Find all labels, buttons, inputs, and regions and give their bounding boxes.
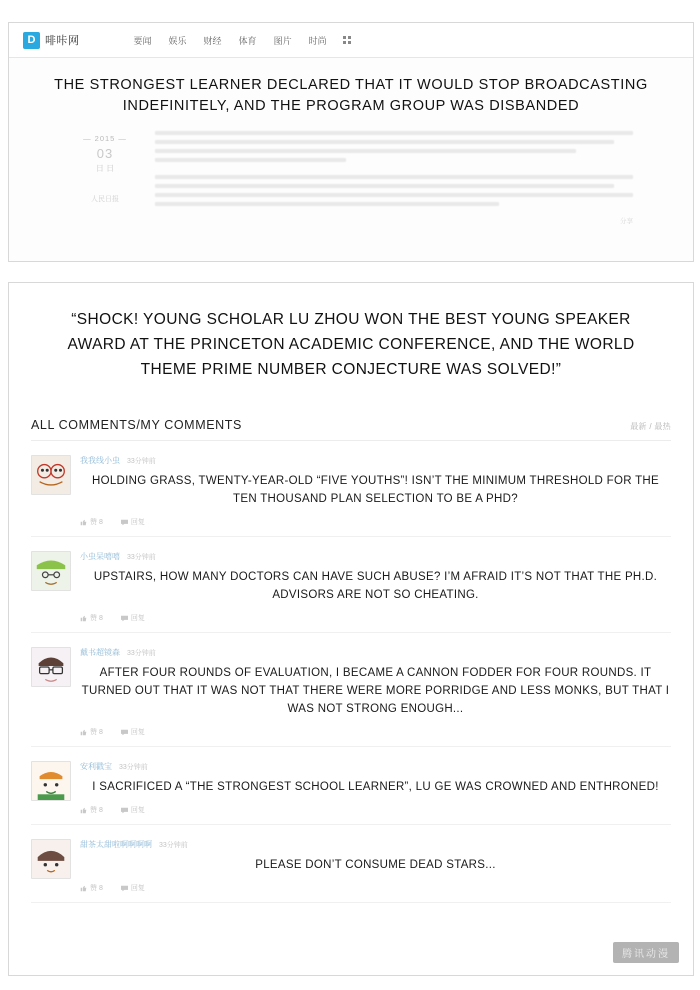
comment-bubble-icon (121, 885, 128, 892)
comment-bubble-icon (121, 519, 128, 526)
comment-text: UPSTAIRS, HOW MANY DOCTORS CAN HAVE SUCH ABUSE? I’M AFRAID IT’S NOT THAT THE PH.D. ADVISORS ARE NOT SO CHEATING. (93, 571, 658, 601)
site-header (9, 23, 693, 58)
nav-item-0[interactable]: 要闻 (133, 35, 152, 46)
comment-time: 33分钟前 (127, 553, 156, 561)
avatar[interactable] (31, 839, 71, 879)
comments-header (31, 418, 671, 441)
article-text-line (155, 184, 614, 188)
article-body (155, 131, 633, 225)
comment-item (31, 761, 671, 825)
comment-item (31, 551, 671, 633)
comment-body (80, 839, 671, 893)
comment-meta (80, 761, 671, 772)
comment-item (31, 839, 671, 903)
comment-username[interactable]: 安利戳宝 (80, 762, 112, 771)
comment-text: I SACRIFICED A “THE STRONGEST SCHOOL LEARNER”, LU GE WAS CROWNED AND ENTHRONED! (92, 781, 659, 793)
article-text-line (155, 202, 499, 206)
comment-actions (80, 883, 671, 893)
thumbs-up-icon (80, 807, 87, 814)
reply-button[interactable] (121, 727, 145, 737)
comment-actions (80, 727, 671, 737)
avatar[interactable] (31, 761, 71, 801)
reply-label: 回复 (130, 519, 145, 526)
avatar-image-3 (32, 762, 70, 800)
comments-sort-toggle[interactable]: 最新 / 最热 (630, 422, 671, 431)
avatar-image-0 (32, 456, 70, 494)
nav-item-4[interactable]: 图片 (273, 35, 292, 46)
thumbs-up-icon (80, 729, 87, 736)
reply-label: 回复 (130, 729, 145, 736)
comment-time: 33分钟前 (119, 763, 148, 771)
like-button[interactable] (80, 517, 103, 527)
comment-meta (80, 551, 671, 562)
comment-time: 33分钟前 (159, 841, 188, 849)
article-date-block (69, 131, 141, 225)
comment-bubble-icon (121, 729, 128, 736)
thumbs-up-icon (80, 519, 87, 526)
reply-button[interactable] (121, 805, 145, 815)
like-label: 赞 8 (90, 885, 103, 892)
comment-username[interactable]: 甜茶太甜啦啊啊啊啊 (80, 840, 152, 849)
article-footer: 分享 (620, 218, 633, 225)
article-text-line (155, 193, 633, 197)
comment-username[interactable]: 戴书超镜森 (80, 648, 120, 657)
like-button[interactable] (80, 727, 103, 737)
comment-time: 33分钟前 (127, 649, 156, 657)
article-text-line (155, 131, 633, 135)
avatar-image-4 (32, 840, 70, 878)
reply-label: 回复 (130, 615, 145, 622)
article-text-line (155, 158, 346, 162)
like-button[interactable] (80, 805, 103, 815)
comment-body (80, 455, 671, 527)
comments-page-panel (8, 282, 694, 976)
comment-meta (80, 647, 671, 658)
like-label: 赞 8 (90, 615, 103, 622)
comment-body (80, 551, 671, 623)
comment-meta (80, 455, 671, 466)
comment-text: AFTER FOUR ROUNDS OF EVALUATION, I BECAME A CANNON FODDER FOR FOUR ROUNDS. IT TURNED OUT THAT IT WAS NOT THAT THERE WERE MORE PORRIDGE AND LESS MONKS, BUT THAT I WAS NOT STRONG ENOUGH... (81, 667, 670, 715)
watermark: 腾讯动漫 (613, 942, 679, 963)
reply-button[interactable] (121, 517, 145, 527)
article-year: — 2015 — (83, 134, 127, 143)
comment-item (31, 647, 671, 747)
like-button[interactable] (80, 883, 103, 893)
article-day: 03 (96, 146, 114, 161)
article-quote: “SHOCK! YOUNG SCHOLAR LU ZHOU WON THE BEST YOUNG SPEAKER AWARD AT THE PRINCETON ACADEMIC CONFERENCE, AND THE WORLD THEME PRIME NUMBER CONJECTURE WAS SOLVED!” (67, 311, 635, 378)
comment-actions (80, 805, 671, 815)
like-label: 赞 8 (90, 519, 103, 526)
article-text-line (155, 140, 614, 144)
reply-button[interactable] (121, 883, 145, 893)
nav-item-1[interactable]: 娱乐 (168, 35, 187, 46)
comment-actions (80, 613, 671, 623)
like-label: 赞 8 (90, 807, 103, 814)
comment-username[interactable]: 小虫呆嘻嘻 (80, 552, 120, 561)
comment-body (80, 647, 671, 737)
avatar[interactable] (31, 455, 71, 495)
news-headline: THE STRONGEST LEARNER DECLARED THAT IT WOULD STOP BROADCASTING INDEFINITELY, AND THE PROGRAM GROUP WAS DISBANDED (54, 77, 648, 114)
comment-time: 33分钟前 (127, 457, 156, 465)
grid-menu-icon[interactable] (343, 36, 351, 44)
avatar[interactable] (31, 647, 71, 687)
thumbs-up-icon (80, 615, 87, 622)
nav-item-2[interactable]: 财经 (203, 35, 222, 46)
comment-bubble-icon (121, 615, 128, 622)
comment-meta (80, 839, 671, 850)
like-label: 赞 8 (90, 729, 103, 736)
reply-label: 回复 (130, 807, 145, 814)
like-button[interactable] (80, 613, 103, 623)
news-site-panel (8, 22, 694, 262)
nav-item-3[interactable]: 体育 (238, 35, 257, 46)
comments-title: ALL COMMENTS/MY COMMENTS (31, 418, 242, 432)
site-logo[interactable] (23, 32, 80, 49)
article-source: 人民日报 (91, 196, 119, 203)
comment-item (31, 455, 671, 537)
comment-body (80, 761, 671, 815)
logo-mark-icon: D (23, 32, 40, 49)
thumbs-up-icon (80, 885, 87, 892)
site-nav[interactable] (134, 34, 327, 47)
avatar-image-2 (32, 648, 70, 686)
reply-button[interactable] (121, 613, 145, 623)
comment-username[interactable]: 我我线小虫 (80, 456, 120, 465)
nav-item-5[interactable]: 时尚 (308, 35, 327, 46)
news-article (69, 131, 633, 225)
comment-actions (80, 517, 671, 527)
avatar-image-1 (32, 552, 70, 590)
avatar[interactable] (31, 551, 71, 591)
logo-text: 啡咔网 (45, 35, 80, 47)
article-text-line (155, 175, 633, 179)
article-month: 日 日 (95, 164, 115, 173)
reply-label: 回复 (130, 885, 145, 892)
comment-text: PLEASE DON’T CONSUME DEAD STARS... (255, 859, 496, 871)
article-text-line (155, 149, 576, 153)
comment-text: HOLDING GRASS, TWENTY-YEAR-OLD “FIVE YOUTHS”! ISN’T THE MINIMUM THRESHOLD FOR THE TEN THOUSAND PLAN SELECTION TO BE A PHD? (92, 475, 659, 505)
comment-bubble-icon (121, 807, 128, 814)
